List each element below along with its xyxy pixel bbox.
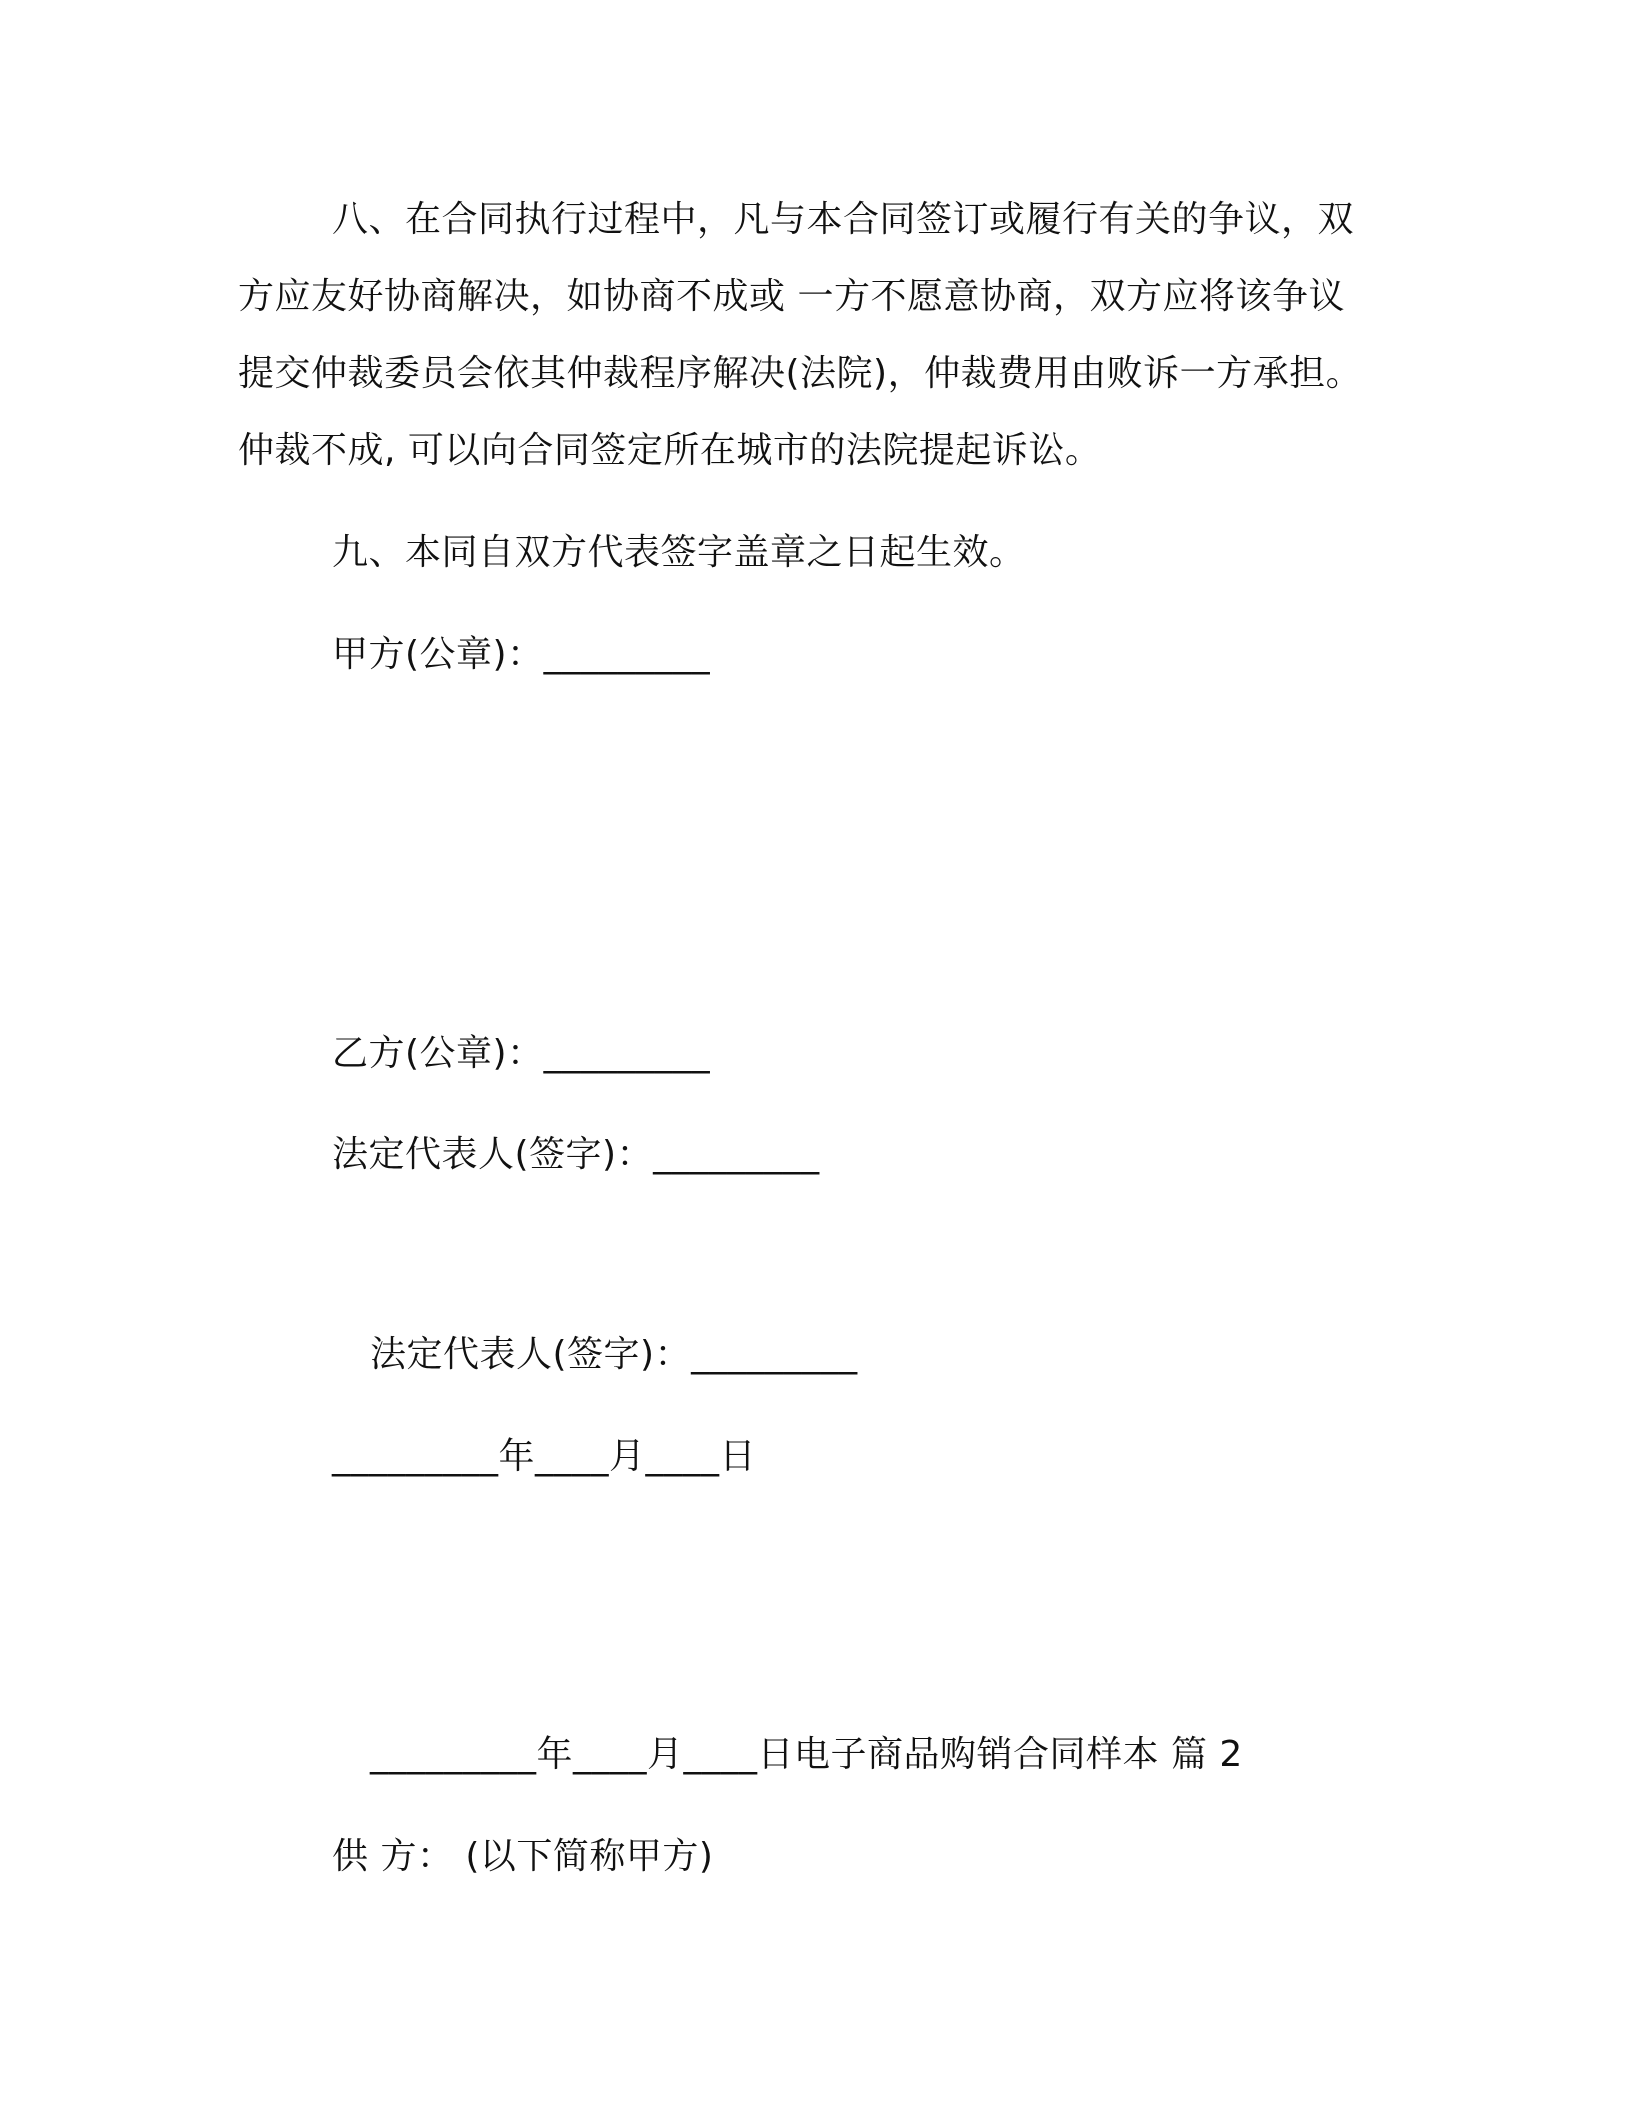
legal-representative-line-2: 法定代表人(签字)：_________: [370, 1334, 858, 1375]
party-a-seal-line: 甲方(公章)：_________: [332, 634, 711, 675]
clause-8-line-3: 提交仲裁委员会依其仲裁程序解决(法院)，仲裁费用由败诉一方承担。: [238, 353, 1363, 394]
clause-8-line-2: 方应友好协商解决，如协商不成或 一方不愿意协商，双方应将该争议: [238, 276, 1345, 317]
clause-9: 九、本同自双方代表签字盖章之日起生效。: [332, 532, 1026, 573]
legal-representative-line-1: 法定代表人(签字)：_________: [332, 1134, 820, 1175]
section-2-title: _________年____月____日电子商品购销合同样本 篇 2: [370, 1734, 1243, 1775]
party-b-seal-line: 乙方(公章)：_________: [332, 1033, 711, 1074]
clause-8-line-4: 仲裁不成, 可以向合同签定所在城市的法院提起诉讼。: [238, 430, 1102, 471]
supplier-line: 供 方： (以下简称甲方): [332, 1836, 714, 1877]
clause-8-line-1: 八、在合同执行过程中，凡与本合同签订或履行有关的争议，双: [332, 199, 1355, 240]
date-line: _________年____月____日: [332, 1436, 756, 1477]
